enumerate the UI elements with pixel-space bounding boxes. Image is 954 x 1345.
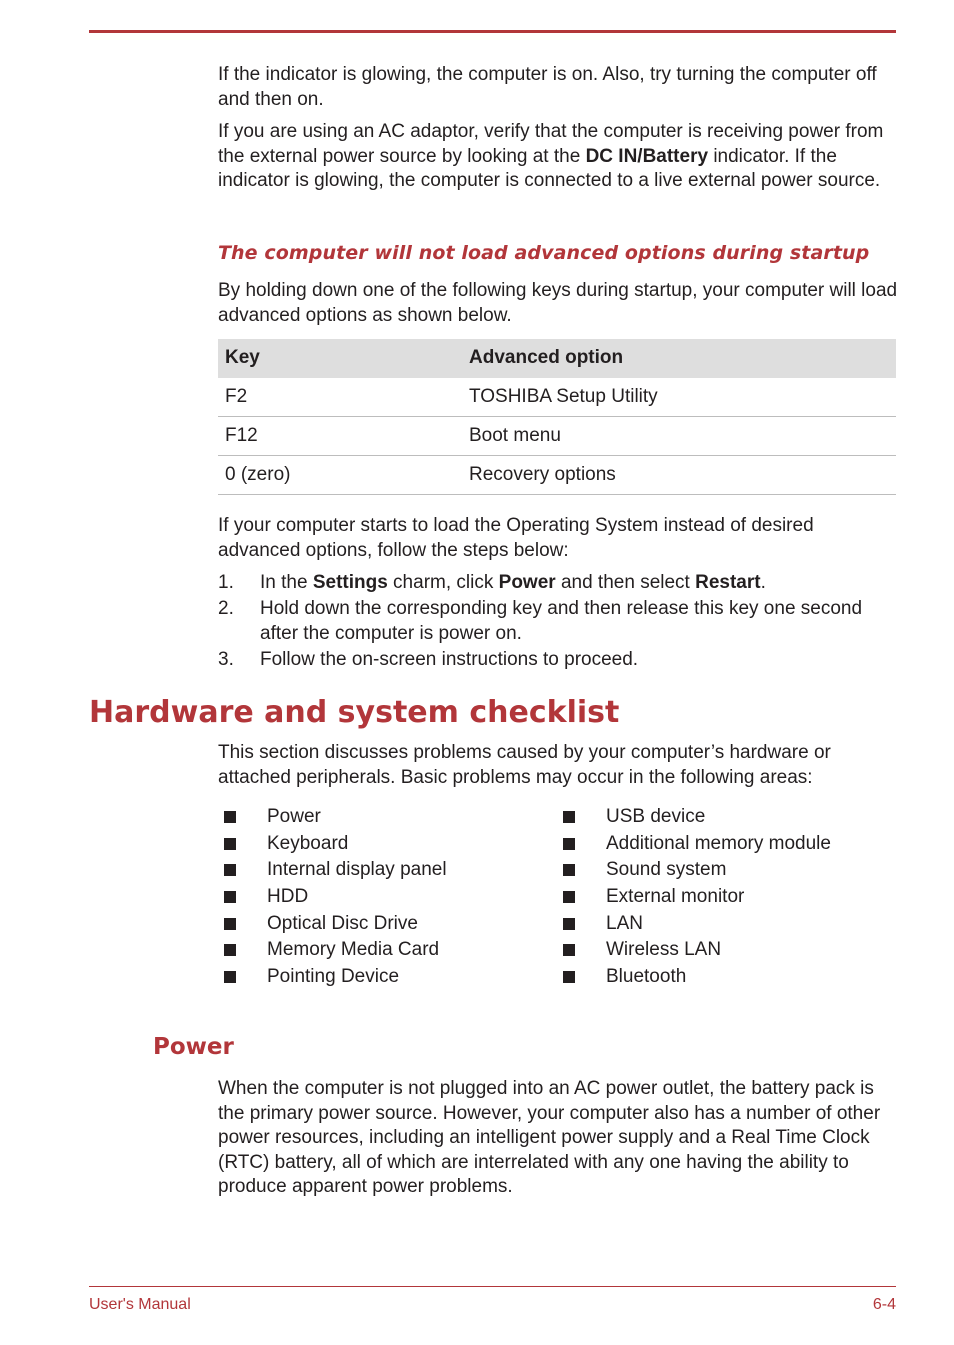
footer-manual-label: User's Manual xyxy=(89,1296,191,1313)
bullet-square-icon xyxy=(224,838,236,850)
list-item: Memory Media Card xyxy=(218,937,447,964)
footer-rule xyxy=(89,1286,896,1287)
table-row xyxy=(218,456,896,495)
power-term: Power xyxy=(498,572,556,593)
step-item: 1. In the Settings charm, click Power and then select Restart. xyxy=(218,571,898,596)
list-item: External monitor xyxy=(557,884,831,911)
list-item: Keyboard xyxy=(218,831,447,858)
list-item: Additional memory module xyxy=(557,831,831,858)
table-cell-key: F12 xyxy=(218,417,462,456)
power-paragraph: When the computer is not plugged into an AC power outlet, the battery pack is the primary power source. However, your computer also has a number of other power resources, including an intelligent power supply and a Real Time Clock (RTC) battery, all of which are interrelated with any one having the ability to produce apparent power problems. xyxy=(218,1078,881,1197)
step-item xyxy=(218,597,898,646)
intro-paragraph-2: If you are using an AC adaptor, verify that the computer is receiving power from the external power source by looking at the DC IN/Battery indicator. If the indicator is glowing, the computer is connected to a live external power source. xyxy=(218,121,884,191)
table-cell-key: F2 xyxy=(218,378,462,417)
step-text: Hold down the corresponding key and then release this key one second after the computer is power on. xyxy=(260,598,863,644)
list-item: Bluetooth xyxy=(557,964,831,991)
checklist-title: Hardware and system checklist xyxy=(89,695,620,730)
steps-list xyxy=(218,571,898,674)
list-item: Internal display panel xyxy=(218,857,447,884)
bullet-square-icon xyxy=(563,864,575,876)
table-header-row xyxy=(218,339,896,378)
footer-page-number: 6-4 xyxy=(872,1296,896,1313)
list-item: Power xyxy=(218,804,447,831)
table-cell-option: Boot menu xyxy=(462,417,896,456)
advanced-intro: By holding down one of the following keys during startup, your computer will load advanced options as shown below. xyxy=(218,280,898,326)
bullet-square-icon xyxy=(563,944,575,956)
table-row xyxy=(218,417,896,456)
advanced-after-paragraph: If your computer starts to load the Operating System instead of desired advanced options, follow the steps below: xyxy=(218,515,814,561)
table-cell-key: 0 (zero) xyxy=(218,456,462,495)
bullet-square-icon xyxy=(563,811,575,823)
list-item: LAN xyxy=(557,911,831,938)
advanced-options-table xyxy=(218,339,896,495)
list-item: Pointing Device xyxy=(218,964,447,991)
list-item: Optical Disc Drive xyxy=(218,911,447,938)
step-number: 2. xyxy=(218,598,234,619)
table-cell-option: Recovery options xyxy=(462,456,896,495)
bullet-square-icon xyxy=(224,891,236,903)
bullet-square-icon xyxy=(224,944,236,956)
dc-in-battery-term: DC IN/Battery xyxy=(585,145,709,167)
step-item xyxy=(218,648,898,673)
bullet-square-icon xyxy=(224,811,236,823)
power-section-title: Power xyxy=(153,1034,234,1060)
top-rule xyxy=(89,30,896,33)
table-row xyxy=(218,378,896,417)
step-number: 1. xyxy=(218,572,234,593)
bullet-square-icon xyxy=(224,971,236,983)
advanced-options-heading: The computer will not load advanced options during startup xyxy=(218,242,870,264)
checklist-left-list xyxy=(218,804,447,991)
restart-term: Restart xyxy=(695,572,761,593)
intro-paragraph-1: If the indicator is glowing, the computer is on. Also, try turning the computer off and then on. xyxy=(218,64,877,110)
table-cell-option: TOSHIBA Setup Utility xyxy=(462,378,896,417)
bullet-square-icon xyxy=(563,971,575,983)
list-item: USB device xyxy=(557,804,831,831)
step-text: Follow the on-screen instructions to proceed. xyxy=(260,648,639,670)
step-number: 3. xyxy=(218,648,234,670)
bullet-square-icon xyxy=(563,838,575,850)
settings-term: Settings xyxy=(312,572,388,593)
list-item: Sound system xyxy=(557,857,831,884)
bullet-square-icon xyxy=(563,918,575,930)
checklist-intro: This section discusses problems caused by your computer’s hardware or attached peripherals. Basic problems may occur in the following areas: xyxy=(218,742,831,788)
list-item: Wireless LAN xyxy=(557,937,831,964)
bullet-square-icon xyxy=(224,918,236,930)
list-item: HDD xyxy=(218,884,447,911)
column-header-key: Key xyxy=(218,339,462,378)
bullet-square-icon xyxy=(224,864,236,876)
bullet-square-icon xyxy=(563,891,575,903)
column-header-option: Advanced option xyxy=(462,339,896,378)
checklist-right-list xyxy=(557,804,831,991)
